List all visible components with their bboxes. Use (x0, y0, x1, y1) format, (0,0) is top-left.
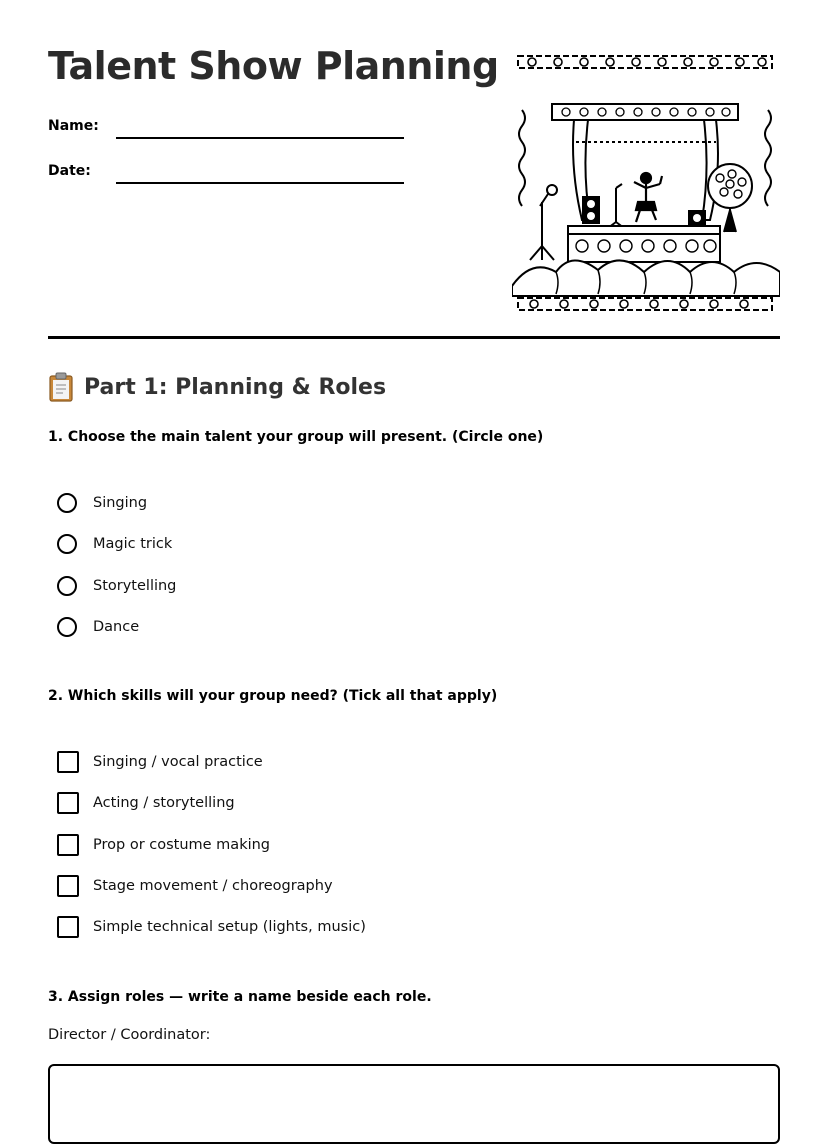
stage-performance-illustration (512, 50, 780, 316)
question-1: 1. Choose the main talent your group will present. (Circle one) (48, 429, 544, 445)
checkbox[interactable] (57, 751, 79, 773)
talent-option-storytelling[interactable] (57, 573, 176, 599)
skill-option-choreography[interactable] (57, 873, 333, 899)
skill-option-acting[interactable] (57, 790, 235, 816)
role-director-input[interactable] (48, 1064, 780, 1144)
talent-option-magic-trick[interactable] (57, 531, 172, 557)
talent-option-singing[interactable] (57, 490, 147, 516)
section-title (48, 372, 386, 402)
skill-option-props[interactable] (57, 832, 270, 858)
radio-circle[interactable] (57, 576, 77, 596)
checkbox[interactable] (57, 875, 79, 897)
checkbox[interactable] (57, 916, 79, 938)
checkbox[interactable] (57, 792, 79, 814)
question-3: 3. Assign roles — write a name beside each role. (48, 989, 432, 1005)
option-label: Magic trick (93, 536, 173, 552)
date-label: Date: (48, 163, 91, 179)
skill-option-singing[interactable] (57, 749, 263, 775)
checkbox[interactable] (57, 834, 79, 856)
name-label: Name: (48, 118, 99, 134)
clipboard-icon (48, 372, 74, 402)
option-label: Singing (93, 495, 148, 511)
question-2: 2. Which skills will your group need? (Tick all that apply) (48, 688, 498, 704)
option-label: Simple technical setup (lights, music) (93, 919, 366, 935)
radio-circle[interactable] (57, 617, 77, 637)
radio-circle[interactable] (57, 534, 77, 554)
date-field[interactable] (116, 182, 404, 184)
option-label: Dance (93, 619, 140, 635)
option-label: Acting / storytelling (93, 795, 235, 811)
option-label: Prop or costume making (93, 837, 271, 853)
radio-circle[interactable] (57, 493, 77, 513)
header-divider (48, 336, 780, 339)
option-label: Stage movement / choreography (93, 878, 333, 894)
role-director-label: Director / Coordinator: (48, 1027, 211, 1043)
name-field[interactable] (116, 137, 404, 139)
option-label: Singing / vocal practice (93, 754, 263, 770)
option-label: Storytelling (93, 578, 177, 594)
talent-option-dance[interactable] (57, 614, 139, 640)
worksheet-title: Talent Show Planning (48, 44, 499, 88)
skill-option-technical[interactable] (57, 914, 366, 940)
section-title-text: Part 1: Planning & Roles (84, 374, 387, 400)
